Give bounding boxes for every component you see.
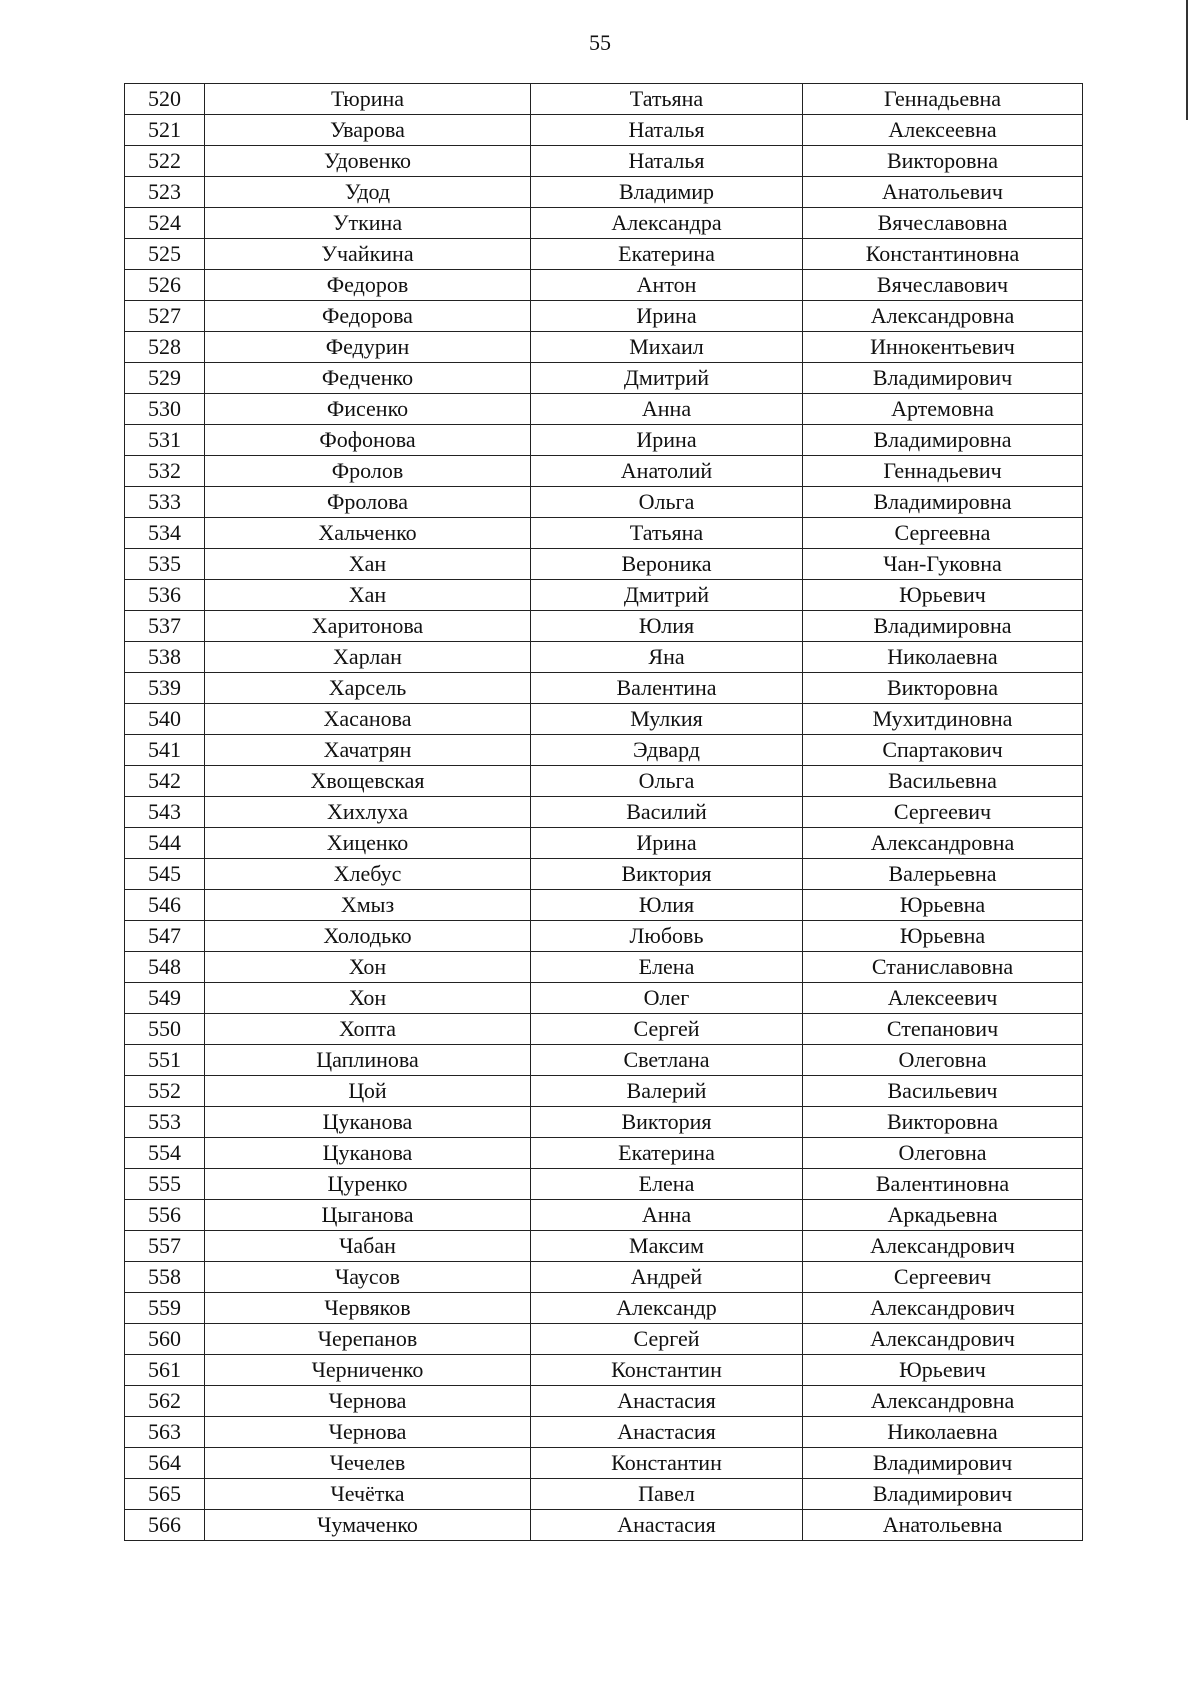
table-row — [125, 952, 1083, 983]
first-name-cell: Василий — [531, 797, 803, 828]
table-row — [125, 580, 1083, 611]
patronymic-cell: Владимирович — [803, 1479, 1083, 1510]
table-row — [125, 363, 1083, 394]
last-name-cell: Хопта — [205, 1014, 531, 1045]
table-row — [125, 642, 1083, 673]
last-name-cell: Харитонова — [205, 611, 531, 642]
table-row — [125, 456, 1083, 487]
row-number-cell: 546 — [125, 890, 205, 921]
first-name-cell: Елена — [531, 1169, 803, 1200]
first-name-cell: Наталья — [531, 115, 803, 146]
last-name-cell: Харлан — [205, 642, 531, 673]
patronymic-cell: Геннадьевна — [803, 84, 1083, 115]
patronymic-cell: Юрьевна — [803, 890, 1083, 921]
patronymic-cell: Васильевич — [803, 1076, 1083, 1107]
patronymic-cell: Александровна — [803, 301, 1083, 332]
table-row — [125, 1076, 1083, 1107]
row-number-cell: 530 — [125, 394, 205, 425]
last-name-cell: Чернова — [205, 1386, 531, 1417]
patronymic-cell: Викторовна — [803, 673, 1083, 704]
first-name-cell: Александра — [531, 208, 803, 239]
first-name-cell: Ирина — [531, 301, 803, 332]
first-name-cell: Анастасия — [531, 1386, 803, 1417]
row-number-cell: 520 — [125, 84, 205, 115]
patronymic-cell: Владимирович — [803, 363, 1083, 394]
row-number-cell: 531 — [125, 425, 205, 456]
first-name-cell: Ирина — [531, 425, 803, 456]
first-name-cell: Михаил — [531, 332, 803, 363]
patronymic-cell: Константиновна — [803, 239, 1083, 270]
row-number-cell: 564 — [125, 1448, 205, 1479]
row-number-cell: 558 — [125, 1262, 205, 1293]
first-name-cell: Владимир — [531, 177, 803, 208]
last-name-cell: Тюрина — [205, 84, 531, 115]
first-name-cell: Любовь — [531, 921, 803, 952]
first-name-cell: Валентина — [531, 673, 803, 704]
patronymic-cell: Алексеевич — [803, 983, 1083, 1014]
patronymic-cell: Николаевна — [803, 642, 1083, 673]
first-name-cell: Ирина — [531, 828, 803, 859]
last-name-cell: Фролова — [205, 487, 531, 518]
row-number-cell: 548 — [125, 952, 205, 983]
scan-edge-line — [1186, 0, 1188, 120]
last-name-cell: Федурин — [205, 332, 531, 363]
table-row — [125, 208, 1083, 239]
patronymic-cell: Юрьевич — [803, 580, 1083, 611]
table-row — [125, 146, 1083, 177]
last-name-cell: Федченко — [205, 363, 531, 394]
row-number-cell: 529 — [125, 363, 205, 394]
table-row — [125, 332, 1083, 363]
row-number-cell: 537 — [125, 611, 205, 642]
last-name-cell: Фисенко — [205, 394, 531, 425]
patronymic-cell: Сергеевна — [803, 518, 1083, 549]
last-name-cell: Федоров — [205, 270, 531, 301]
table-row — [125, 890, 1083, 921]
row-number-cell: 565 — [125, 1479, 205, 1510]
first-name-cell: Сергей — [531, 1014, 803, 1045]
page-number: 55 — [589, 30, 611, 55]
names-table-body — [125, 84, 1083, 1541]
row-number-cell: 523 — [125, 177, 205, 208]
table-row — [125, 518, 1083, 549]
first-name-cell: Светлана — [531, 1045, 803, 1076]
patronymic-cell: Владимировна — [803, 487, 1083, 518]
row-number-cell: 563 — [125, 1417, 205, 1448]
first-name-cell: Эдвард — [531, 735, 803, 766]
last-name-cell: Фролов — [205, 456, 531, 487]
table-row — [125, 611, 1083, 642]
last-name-cell: Цуканова — [205, 1138, 531, 1169]
row-number-cell: 533 — [125, 487, 205, 518]
table-row — [125, 301, 1083, 332]
last-name-cell: Холодько — [205, 921, 531, 952]
last-name-cell: Хвощевская — [205, 766, 531, 797]
row-number-cell: 528 — [125, 332, 205, 363]
row-number-cell: 560 — [125, 1324, 205, 1355]
last-name-cell: Уварова — [205, 115, 531, 146]
table-row — [125, 797, 1083, 828]
last-name-cell: Удод — [205, 177, 531, 208]
row-number-cell: 536 — [125, 580, 205, 611]
patronymic-cell: Вячеславович — [803, 270, 1083, 301]
patronymic-cell: Мухитдиновна — [803, 704, 1083, 735]
first-name-cell: Елена — [531, 952, 803, 983]
first-name-cell: Наталья — [531, 146, 803, 177]
last-name-cell: Удовенко — [205, 146, 531, 177]
last-name-cell: Харсель — [205, 673, 531, 704]
patronymic-cell: Артемовна — [803, 394, 1083, 425]
patronymic-cell: Валерьевна — [803, 859, 1083, 890]
last-name-cell: Хачатрян — [205, 735, 531, 766]
first-name-cell: Анастасия — [531, 1417, 803, 1448]
first-name-cell: Екатерина — [531, 1138, 803, 1169]
first-name-cell: Яна — [531, 642, 803, 673]
table-row — [125, 549, 1083, 580]
first-name-cell: Александр — [531, 1293, 803, 1324]
last-name-cell: Уткина — [205, 208, 531, 239]
last-name-cell: Хиценко — [205, 828, 531, 859]
table-row — [125, 921, 1083, 952]
table-row — [125, 704, 1083, 735]
patronymic-cell: Степанович — [803, 1014, 1083, 1045]
table-row — [125, 983, 1083, 1014]
last-name-cell: Цуренко — [205, 1169, 531, 1200]
last-name-cell: Учайкина — [205, 239, 531, 270]
table-row — [125, 1107, 1083, 1138]
table-row — [125, 487, 1083, 518]
patronymic-cell: Анатольевна — [803, 1510, 1083, 1541]
first-name-cell: Анатолий — [531, 456, 803, 487]
first-name-cell: Ольга — [531, 487, 803, 518]
last-name-cell: Черепанов — [205, 1324, 531, 1355]
first-name-cell: Виктория — [531, 859, 803, 890]
row-number-cell: 559 — [125, 1293, 205, 1324]
row-number-cell: 542 — [125, 766, 205, 797]
row-number-cell: 540 — [125, 704, 205, 735]
row-number-cell: 562 — [125, 1386, 205, 1417]
last-name-cell: Хон — [205, 952, 531, 983]
last-name-cell: Хихлуха — [205, 797, 531, 828]
table-row — [125, 1293, 1083, 1324]
patronymic-cell: Иннокентьевич — [803, 332, 1083, 363]
row-number-cell: 539 — [125, 673, 205, 704]
last-name-cell: Цой — [205, 1076, 531, 1107]
patronymic-cell: Анатольевич — [803, 177, 1083, 208]
patronymic-cell: Чан-Гуковна — [803, 549, 1083, 580]
last-name-cell: Чечётка — [205, 1479, 531, 1510]
row-number-cell: 551 — [125, 1045, 205, 1076]
table-row — [125, 859, 1083, 890]
table-row — [125, 1200, 1083, 1231]
table-row — [125, 425, 1083, 456]
first-name-cell: Максим — [531, 1231, 803, 1262]
table-row — [125, 828, 1083, 859]
row-number-cell: 527 — [125, 301, 205, 332]
first-name-cell: Андрей — [531, 1262, 803, 1293]
row-number-cell: 553 — [125, 1107, 205, 1138]
first-name-cell: Дмитрий — [531, 363, 803, 394]
patronymic-cell: Геннадьевич — [803, 456, 1083, 487]
first-name-cell: Татьяна — [531, 518, 803, 549]
first-name-cell: Мулкия — [531, 704, 803, 735]
first-name-cell: Анна — [531, 1200, 803, 1231]
patronymic-cell: Сергеевич — [803, 797, 1083, 828]
last-name-cell: Хмыз — [205, 890, 531, 921]
patronymic-cell: Вячеславовна — [803, 208, 1083, 239]
last-name-cell: Хасанова — [205, 704, 531, 735]
last-name-cell: Чаусов — [205, 1262, 531, 1293]
patronymic-cell: Аркадьевна — [803, 1200, 1083, 1231]
patronymic-cell: Владимировна — [803, 425, 1083, 456]
first-name-cell: Анна — [531, 394, 803, 425]
last-name-cell: Цыганова — [205, 1200, 531, 1231]
table-row — [125, 1355, 1083, 1386]
patronymic-cell: Станиславовна — [803, 952, 1083, 983]
last-name-cell: Черниченко — [205, 1355, 531, 1386]
row-number-cell: 556 — [125, 1200, 205, 1231]
row-number-cell: 545 — [125, 859, 205, 890]
first-name-cell: Константин — [531, 1355, 803, 1386]
table-row — [125, 84, 1083, 115]
patronymic-cell: Викторовна — [803, 146, 1083, 177]
table-row — [125, 735, 1083, 766]
first-name-cell: Олег — [531, 983, 803, 1014]
patronymic-cell: Сергеевич — [803, 1262, 1083, 1293]
first-name-cell: Екатерина — [531, 239, 803, 270]
row-number-cell: 547 — [125, 921, 205, 952]
last-name-cell: Хан — [205, 580, 531, 611]
last-name-cell: Хлебус — [205, 859, 531, 890]
last-name-cell: Чабан — [205, 1231, 531, 1262]
row-number-cell: 541 — [125, 735, 205, 766]
names-table — [124, 83, 1083, 1541]
row-number-cell: 535 — [125, 549, 205, 580]
table-row — [125, 115, 1083, 146]
first-name-cell: Антон — [531, 270, 803, 301]
row-number-cell: 555 — [125, 1169, 205, 1200]
row-number-cell: 524 — [125, 208, 205, 239]
table-row — [125, 1324, 1083, 1355]
table-row — [125, 1417, 1083, 1448]
last-name-cell: Чумаченко — [205, 1510, 531, 1541]
patronymic-cell: Олеговна — [803, 1045, 1083, 1076]
patronymic-cell: Спартакович — [803, 735, 1083, 766]
table-row — [125, 1045, 1083, 1076]
patronymic-cell: Валентиновна — [803, 1169, 1083, 1200]
last-name-cell: Чечелев — [205, 1448, 531, 1479]
row-number-cell: 543 — [125, 797, 205, 828]
table-row — [125, 270, 1083, 301]
table-row — [125, 1138, 1083, 1169]
last-name-cell: Червяков — [205, 1293, 531, 1324]
row-number-cell: 566 — [125, 1510, 205, 1541]
table-row — [125, 1169, 1083, 1200]
patronymic-cell: Олеговна — [803, 1138, 1083, 1169]
row-number-cell: 525 — [125, 239, 205, 270]
row-number-cell: 534 — [125, 518, 205, 549]
first-name-cell: Валерий — [531, 1076, 803, 1107]
first-name-cell: Юлия — [531, 890, 803, 921]
table-row — [125, 673, 1083, 704]
table-row — [125, 1510, 1083, 1541]
row-number-cell: 522 — [125, 146, 205, 177]
table-row — [125, 1386, 1083, 1417]
row-number-cell: 549 — [125, 983, 205, 1014]
table-row — [125, 239, 1083, 270]
last-name-cell: Хальченко — [205, 518, 531, 549]
row-number-cell: 521 — [125, 115, 205, 146]
patronymic-cell: Александрович — [803, 1324, 1083, 1355]
row-number-cell: 554 — [125, 1138, 205, 1169]
patronymic-cell: Юрьевич — [803, 1355, 1083, 1386]
last-name-cell: Цуканова — [205, 1107, 531, 1138]
patronymic-cell: Юрьевна — [803, 921, 1083, 952]
first-name-cell: Татьяна — [531, 84, 803, 115]
patronymic-cell: Васильевна — [803, 766, 1083, 797]
first-name-cell: Дмитрий — [531, 580, 803, 611]
table-row — [125, 766, 1083, 797]
row-number-cell: 557 — [125, 1231, 205, 1262]
table-row — [125, 177, 1083, 208]
patronymic-cell: Владимирович — [803, 1448, 1083, 1479]
last-name-cell: Фофонова — [205, 425, 531, 456]
table-row — [125, 1014, 1083, 1045]
row-number-cell: 550 — [125, 1014, 205, 1045]
table-row — [125, 1448, 1083, 1479]
patronymic-cell: Александрович — [803, 1293, 1083, 1324]
last-name-cell: Цаплинова — [205, 1045, 531, 1076]
row-number-cell: 526 — [125, 270, 205, 301]
patronymic-cell: Владимировна — [803, 611, 1083, 642]
patronymic-cell: Алексеевна — [803, 115, 1083, 146]
patronymic-cell: Александровна — [803, 828, 1083, 859]
last-name-cell: Хон — [205, 983, 531, 1014]
row-number-cell: 544 — [125, 828, 205, 859]
row-number-cell: 561 — [125, 1355, 205, 1386]
last-name-cell: Федорова — [205, 301, 531, 332]
table-row — [125, 1231, 1083, 1262]
patronymic-cell: Александрович — [803, 1231, 1083, 1262]
patronymic-cell: Викторовна — [803, 1107, 1083, 1138]
first-name-cell: Анастасия — [531, 1510, 803, 1541]
first-name-cell: Ольга — [531, 766, 803, 797]
row-number-cell: 552 — [125, 1076, 205, 1107]
table-row — [125, 1479, 1083, 1510]
row-number-cell: 532 — [125, 456, 205, 487]
first-name-cell: Константин — [531, 1448, 803, 1479]
first-name-cell: Виктория — [531, 1107, 803, 1138]
first-name-cell: Сергей — [531, 1324, 803, 1355]
patronymic-cell: Александровна — [803, 1386, 1083, 1417]
first-name-cell: Павел — [531, 1479, 803, 1510]
last-name-cell: Хан — [205, 549, 531, 580]
patronymic-cell: Николаевна — [803, 1417, 1083, 1448]
first-name-cell: Юлия — [531, 611, 803, 642]
last-name-cell: Чернова — [205, 1417, 531, 1448]
table-row — [125, 1262, 1083, 1293]
first-name-cell: Вероника — [531, 549, 803, 580]
table-row — [125, 394, 1083, 425]
row-number-cell: 538 — [125, 642, 205, 673]
